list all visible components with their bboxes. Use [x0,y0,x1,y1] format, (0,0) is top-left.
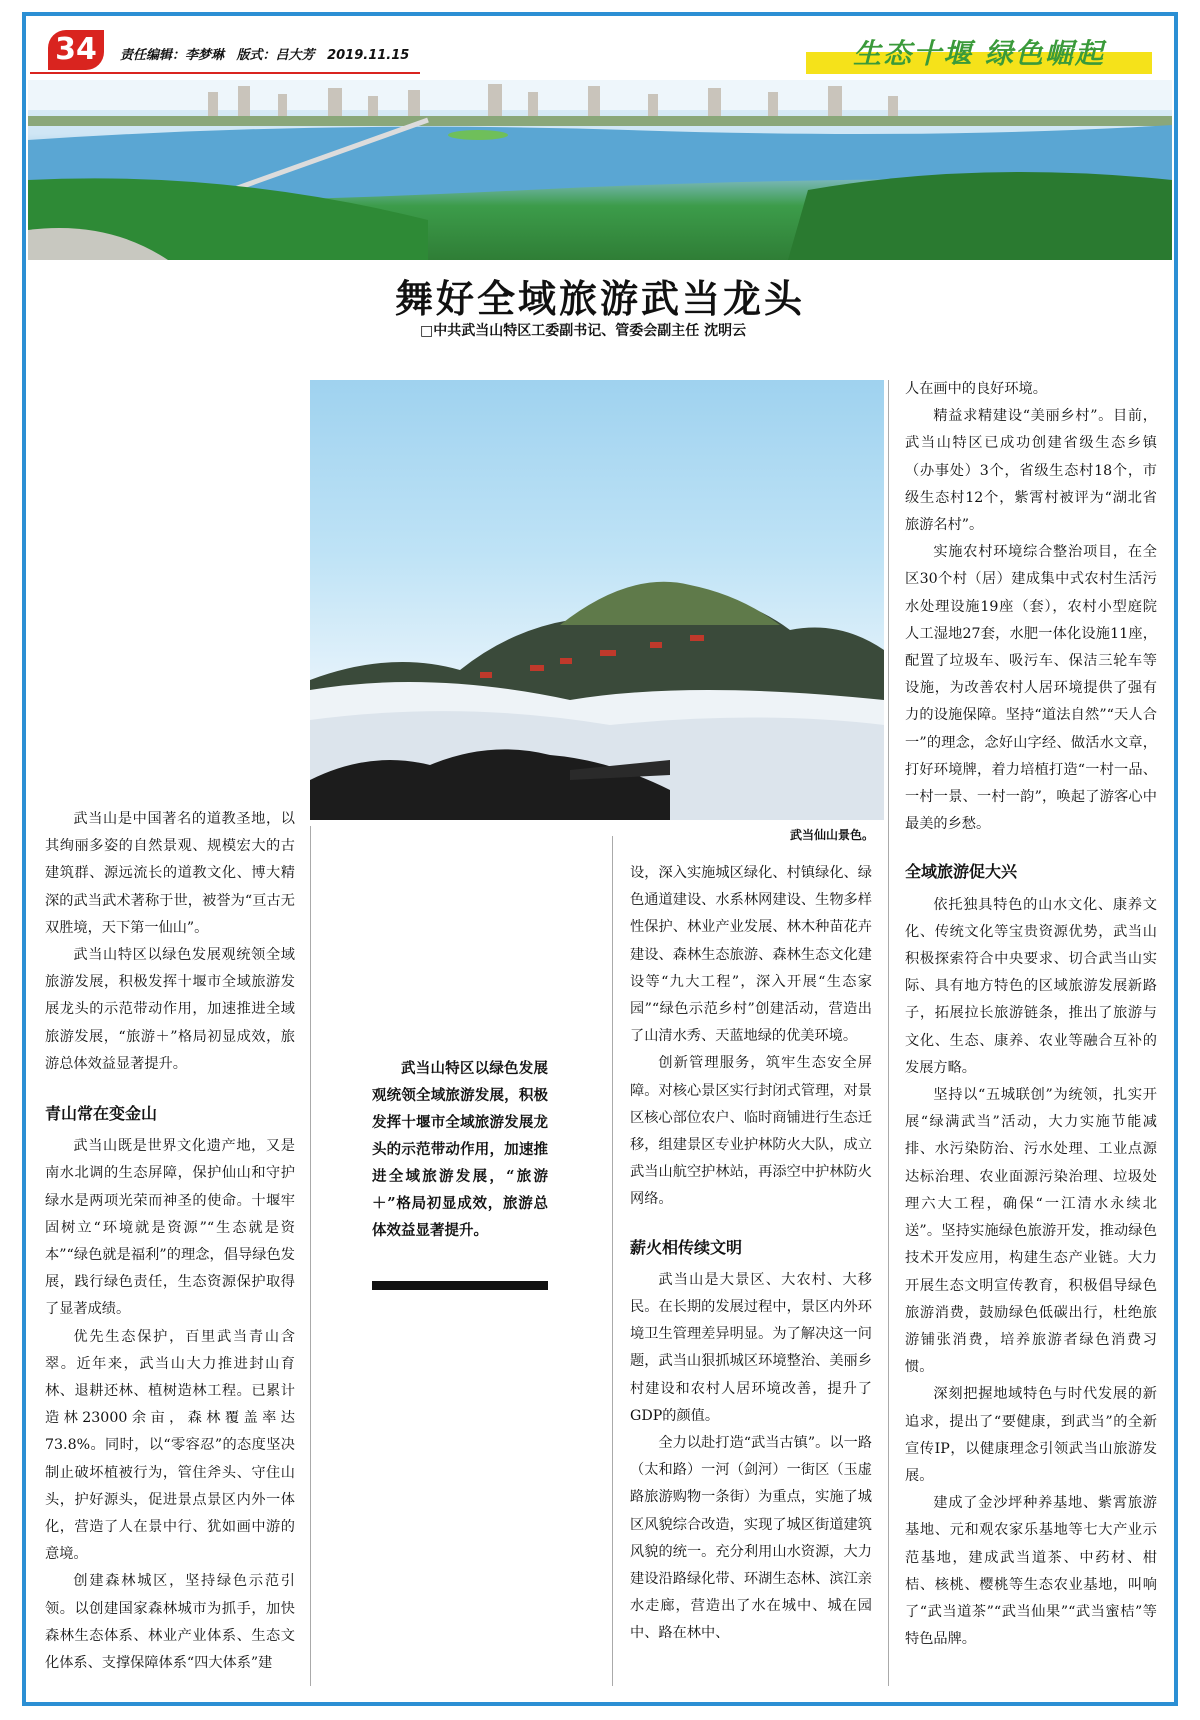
paragraph: 精益求精建设“美丽乡村”。目前，武当山特区已成功创建省级生态乡镇（办事处）3个，省级生态村18个，市级生态村12个，紫霄村被评为“湖北省旅游名村”。 [905,408,1157,534]
paragraph: 人在画中的良好环境。 [905,381,1047,397]
issue-date: 2019.11.15 [327,48,410,63]
paragraph: 全力以赴打造“武当古镇”。以一路（太和路）一河（剑河）一街区（玉虚路旅游购物一条街）为重点，实施了城区风貌综合改造，实现了城区街道建筑风貌的统一。充分利用山水资源，大力建设沿路绿化带、环湖生态林、滨江亲水走廊，营造出了水在城中、城在园中、路在林中、 [630,1435,872,1642]
city-panorama-image [28,80,1172,260]
article-column-3 [630,860,872,1648]
paragraph: 武当山特区以绿色发展观统领全域旅游发展，积极发挥十堰市全域旅游发展龙头的示范带动作用，加速推进全域旅游发展，“旅游＋”格局初显成效，旅游总体效益显著提升。 [45,947,295,1072]
section-heading: 薪火相传续文明 [630,1237,743,1257]
editor: 责任编辑：李梦琳 [120,48,225,63]
article-column-1 [45,806,295,1677]
header-rule [30,72,420,74]
section-heading: 全域旅游促大兴 [905,862,1018,882]
editor-info [120,44,440,63]
wudang-mountain-photo [310,380,884,820]
paragraph: 实施农村环境综合整治项目，在全区30个村（居）建成集中式农村生活污水处理设施19座（套），农村小型庭院人工湿地27套，水肥一体化设施11座，配置了垃圾车、吸污车、保洁三轮车等设施，为改善农村人居环境提供了强有力的设施保障。坚持“道法自然”“天人合一”的理念，念好山字经、做活水文章，打好环境牌，着力培植打造“一村一品、一村一景、一村一韵”，唤起了游客心中最美的乡愁。 [905,544,1157,833]
paragraph: 坚持以“五城联创”为统领，扎实开展“绿满武当”活动，大力实施节能减排、水污染防治、污水处理、工业点源达标治理、农业面源污染治理、垃圾处理六大工程，确保“一江清水永续北送”。坚持实施绿色旅游开发，推动绿色技术开发应用，构建生态产业链。大力开展生态文明宣传教育，积极倡导绿色旅游消费，鼓励绿色低碳出行，杜绝旅游铺张消费，培养旅游者绿色消费习惯。 [905,1087,1157,1376]
column-divider [310,826,311,1686]
paragraph: 设，深入实施城区绿化、村镇绿化、绿色通道建设、水系林网建设、生物多样性保护、林业产业发展、林木种苗花卉建设、森林生态旅游、森林生态文化建设等“九大工程”，深入开展“生态家园”“绿色示范乡村”创建活动，营造出了山清水秀、天蓝地绿的优美环境。 [630,865,872,1045]
slogan-text: 生态十堰 绿色崛起 [853,37,1105,70]
section-heading: 青山常在变金山 [45,1104,158,1124]
article-title: 舞好全域旅游武当龙头 [394,276,805,321]
pull-quote [372,1055,548,1244]
paragraph: 依托独具特色的山水文化、康养文化、传统文化等宝贵资源优势，武当山积极探索符合中央要求、切合武当山实际、具有地方特色的区域旅游发展新路子，拓展拉长旅游链条，推出了旅游与文化、生态、康养、农业等融合互补的发展方略。 [905,896,1157,1076]
paragraph: 武当山既是世界文化遗产地，又是南水北调的生态屏障，保护仙山和守护绿水是两项光荣而神圣的使命。十堰牢固树立“环境就是资源”“生态就是资本”“绿色就是福利”的理念，倡导绿色发展，践行绿色责任，生态资源保护取得了显著成绩。 [45,1138,295,1318]
paragraph: 建成了金沙坪种养基地、紫霄旅游基地、元和观农家乐基地等七大产业示范基地，建成武当道茶、中药材、柑桔、核桃、樱桃等生态农业基地，叫响了“武当道茶”“武当仙果”“武当蜜桔”等特色品牌。 [905,1495,1157,1648]
layout-editor: 版式：吕大芳 [236,48,315,63]
paragraph: 深刻把握地域特色与时代发展的新追求，提出了“要健康，到武当”的全新宣传IP，以健康理念引领武当山旅游发展。 [905,1386,1157,1484]
paragraph: 创建森林城区，坚持绿色示范引领。以创建国家森林城市为抓手，加快森林生态体系、林业产业体系、生态文化体系、支撑保障体系“四大体系”建 [45,1573,295,1672]
pull-quote-text: 武当山特区以绿色发展观统领全域旅游发展，积极发挥十堰市全域旅游发展龙头的示范带动作用，加速推进全域旅游发展，“旅游＋”格局初显成效，旅游总体效益显著提升。 [372,1060,548,1239]
paragraph: 武当山是大景区、大农村、大移民。在长期的发展过程中，景区内外环境卫生管理差异明显。为了解决这一问题，武当山狠抓城区环境整治、美丽乡村建设和农村人居环境改善，提升了GDP的颜值。 [630,1271,872,1424]
photo-caption: 武当仙山景色。 [789,828,874,842]
pull-quote-bar [372,1281,548,1290]
article-column-4 [905,376,1157,1653]
page-number: 34 [48,30,104,70]
section-slogan [806,34,1152,74]
paragraph: 创新管理服务，筑牢生态安全屏障。对核心景区实行封闭式管理，对景区核心部位农户、临时商铺进行生态迁移，组建景区专业护林防火大队，成立武当山航空护林站，再添空中护林防火网络。 [630,1055,872,1208]
paragraph: 武当山是中国著名的道教圣地，以其绚丽多姿的自然景观、规模宏大的古建筑群、源远流长的道教文化、博大精深的武当武术著称于世，被誉为“亘古无双胜境，天下第一仙山”。 [45,811,295,936]
article-byline: □中共武当山特区工委副书记、管委会副主任 沈明云 [420,323,747,339]
paragraph: 优先生态保护，百里武当青山含翠。近年来，武当山大力推进封山育林、退耕还林、植树造林工程。已累计造林23000余亩，森林覆盖率达73.8%。同时，以“零容忍”的态度坚决制止破坏植被行为，管住斧头、守住山头，护好源头，促进景点景区内外一体化，营造了人在景中行、犹如画中游的意境。 [45,1328,295,1563]
column-divider [612,836,613,1686]
column-divider [888,380,889,1686]
